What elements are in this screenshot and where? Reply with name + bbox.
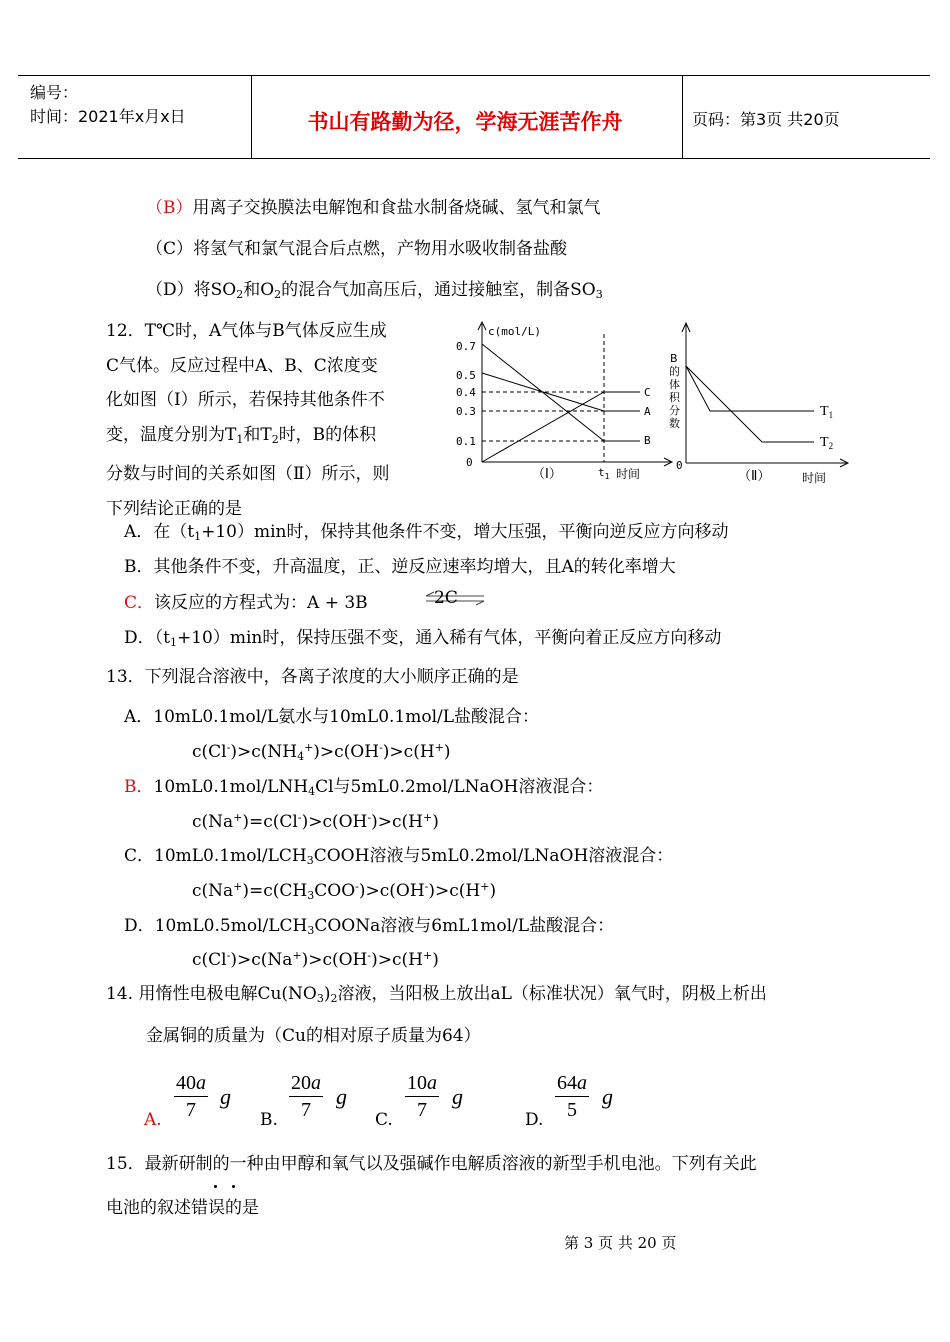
graph2-caption: （Ⅱ） [738,469,771,484]
tick: 0.1 [456,435,476,448]
tick: 0.3 [456,405,476,418]
q13-option-b-relation: c(Na+)=c(Cl-)>c(OH-)>c(H+) [192,811,439,832]
q14-stem-line2: 金属铜的质量为（Cu的相对原子质量为64） [146,1026,481,1046]
svg-text:的: 的 [669,365,680,378]
motto: 书山有路勤为径，学海无涯苦作舟 [307,110,623,134]
q12-option-d: D．$(t_1+10)\min$时，保持压强不变，通入稀有气体，平衡向着正反应方向移动 [124,628,722,649]
q14-option-a-fraction: 40a 7 [176,1072,206,1121]
graph1-caption: （Ⅰ） [532,467,562,482]
q11-option-b: （B）用离子交换膜法电解饱和食盐水制备烧碱、氢气和氯气 [146,198,601,218]
page-footer: 第 3 页 共 20 页 [564,1234,677,1252]
q15-stem-line1: 15．最新研制的一种由甲醇和氧气以及强碱作电解质溶液的新型手机电池。下列有关此 [106,1154,757,1174]
q14-stem-line1: 14. 用惰性电极电解$Cu(NO_3)_2$溶液，当阳极上放出aL（标准状况）氧气时，阴极上析出 [106,984,767,1005]
q13-option-b: B．$10mL0.1mol/LNH_4Cl$与5mL0.2mol/LNaOH溶液混合： [124,777,604,798]
tick: 0.5 [456,369,476,382]
q14-option-c-fraction: 10a 7 [407,1072,437,1121]
graph-concentration [452,316,677,488]
graph1-ylabel: c(mol/L) [488,325,541,338]
q14-option-b-letter: B. [260,1110,278,1130]
q12-option-a: A．在$(t_1+10)\min$时，保持其他条件不变，增大压强，平衡向逆反应方向移动 [124,522,729,543]
q13-option-d-relation: c(Cl-)>c(Na+)>c(OH-)>c(H+) [192,949,439,970]
series-c-line [482,392,640,462]
graph2-xlabel: 时间 [802,471,827,485]
series-b-label: B [644,434,651,447]
series-t2-line [686,366,814,442]
emphasis-dot [232,1185,235,1188]
q13-option-a: A．10mL0.1mol/L氨水与10mL0.1mol/L盐酸混合： [124,707,540,727]
series-c-label: C [644,386,651,399]
q13-option-c: C．$10mL0.1mol/LCH_3COOH$溶液与5mL0.2mol/LNaOH溶液混合： [124,846,674,867]
q12-option-b: B．其他条件不变，升高温度，正、逆反应速率均增大，且A的转化率增大 [124,557,676,577]
q15-stem-line2: 电池的叙述错误的是 [106,1198,259,1218]
series-t1-line [686,366,814,411]
graph1-xlabel: 时间 [616,467,641,481]
series-a-label: A [644,405,651,418]
header-page-label: 页码：第3页 共20页 [692,110,840,129]
svg-text:分: 分 [669,404,680,417]
q14-option-b-fraction: 20a 7 [291,1072,321,1121]
q14-option-b-unit: g [336,1084,347,1109]
q12-stem: 12．T℃时，A气体与B气体反应生成 C气体。反应过程中A、B、C浓度变 化如图（Ⅰ）所示，若保持其他条件不 变，温度分别为$T_1$和$T_2$时，B的体积 分数与时间的关系如图（Ⅱ）所示，则 下列结论正确的是 [106,321,390,519]
emphasis-dot [214,1185,217,1188]
svg-text:数: 数 [669,417,680,430]
tick: 0 [466,456,473,469]
svg-text:B: B [670,352,678,365]
q12-option-c-product: 2C [434,588,458,608]
svg-text:体: 体 [669,378,680,391]
q13-option-c-relation: $c(Na^+)=c(CH_3COO^-)>c(OH^-)>c(H^+)$ [192,880,497,902]
t1-label: $t_1$ [598,466,610,481]
q14-option-a-letter: A. [144,1110,162,1130]
graph2-origin: 0 [676,459,683,472]
q14-option-d-letter: D. [525,1110,544,1130]
q12-option-c: C．该反应的方程式为：A + 3B [124,593,368,613]
time-label: 时间：2021年x月x日 [30,107,186,126]
t1-curve-label: $T_1$ [820,404,834,420]
graph-volume-fraction [666,318,856,490]
svg-text:积: 积 [669,391,680,404]
t2-curve-label: $T_2$ [820,435,834,451]
header-meta [30,81,186,129]
header-divider [682,76,683,158]
tick: 0.4 [456,386,476,399]
page-header [18,75,930,159]
graph2-ylabel [669,352,681,430]
q14-option-d-fraction: 64a 5 [557,1072,587,1121]
q11-option-c: （C）将氢气和氯气混合后点燃，产物用水吸收制备盐酸 [146,239,568,259]
q14-option-a-unit: g [220,1084,231,1109]
q14-option-c-unit: g [452,1084,463,1109]
tick: 0.7 [456,340,476,353]
serial-label: 编号： [30,83,79,102]
q14-option-c-letter: C. [375,1110,393,1130]
q14-option-d-unit: g [602,1084,613,1109]
q13-option-d: D．$10mL0.5mol/LCH_3COONa$溶液与6mL1mol/L盐酸混合： [124,916,615,937]
q11-option-d: （D）将$SO_2$和$O_2$的混合气加高压后，通过接触室，制备$SO_3$ [146,280,603,301]
q13-stem: 13．下列混合溶液中，各离子浓度的大小顺序正确的是 [106,667,519,687]
q13-option-a-relation: $c(Cl^-)>c(NH_4^+)>c(OH^-)>c(H^+)$ [192,741,451,763]
